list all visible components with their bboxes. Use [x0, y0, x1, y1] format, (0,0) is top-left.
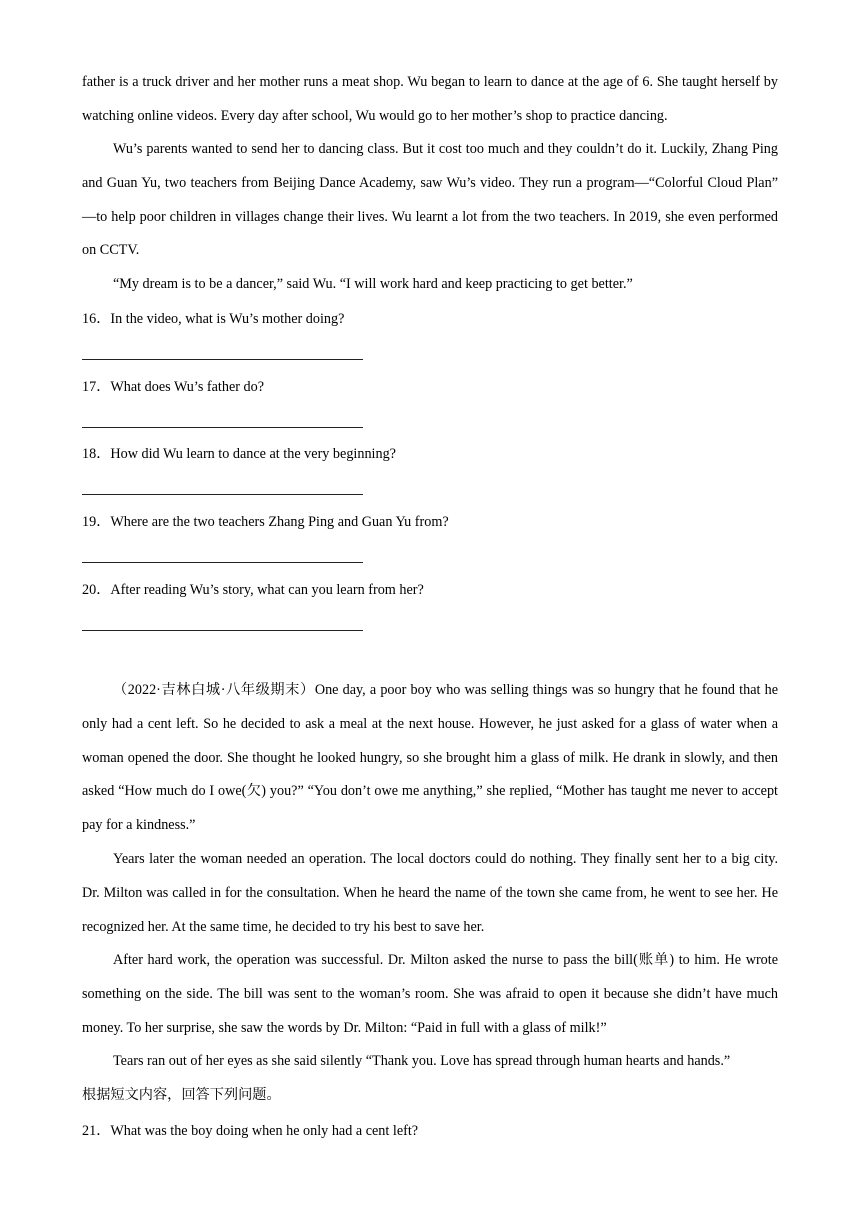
passage2-paragraph-4: Tears ran out of her eyes as she said silently “Thank you. Love has spread through human hearts and hands.” — [113, 1053, 731, 1069]
question-18 — [82, 444, 778, 464]
question-text: What was the boy doing when he only had a cent left? — [110, 1123, 419, 1139]
answer-line-20[interactable] — [82, 630, 363, 631]
question-17 — [82, 377, 778, 397]
question-text: After reading Wu’s story, what can you learn from her? — [110, 582, 424, 598]
answer-line-16[interactable] — [82, 359, 363, 360]
passage2-paragraph-3: After hard work, the operation was successful. Dr. Milton asked the nurse to pass the bill(账单) to him. He wrote something on the side. The bill was sent to the woman’s room. She was afraid to open it because she didn’t have much money. To her surprise, she saw the words by Dr. Milton: “Paid in full with a glass of milk!” — [82, 952, 778, 1036]
answer-line-17[interactable] — [82, 427, 363, 428]
question-number: 18． — [82, 446, 111, 462]
question-text: Where are the two teachers Zhang Ping and Guan Yu from? — [110, 514, 449, 530]
answer-line-19[interactable] — [82, 562, 363, 563]
question-20 — [82, 580, 778, 600]
passage1-paragraph-2: Wu’s parents wanted to send her to dancing class. But it cost too much and they couldn’t do it. Luckily, Zhang Ping and Guan Yu, two teachers from Beijing Dance Academy, saw Wu’s video. They run a program—“Colorful Cloud Plan” —to help poor children in villages change their lives. Wu learnt a lot from the two teachers. In 2019, she even performed on CCTV. — [82, 141, 778, 259]
question-21 — [82, 1121, 778, 1141]
question-number: 21． — [82, 1123, 111, 1139]
answer-line-18[interactable] — [82, 494, 363, 495]
question-19 — [82, 512, 778, 532]
passage1-paragraph-1: father is a truck driver and her mother runs a meat shop. Wu began to learn to dance at the age of 6. She taught herself by watching online videos. Every day after school, Wu would go to her mother’s shop to practice dancing. — [82, 74, 778, 124]
question-number: 20． — [82, 582, 111, 598]
passage2-paragraph-2: Years later the woman needed an operation. The local doctors could do nothing. They finally sent her to a big city. Dr. Milton was called in for the consultation. When he heard the name of the town she came from, he went to see her. He recognized her. At the same time, he decided to try his best to save her. — [82, 851, 778, 935]
question-text: What does Wu’s father do? — [110, 379, 264, 395]
question-text: In the video, what is Wu’s mother doing? — [110, 311, 345, 327]
question-number: 19． — [82, 514, 111, 530]
question-16 — [82, 309, 778, 329]
question-number: 16． — [82, 311, 111, 327]
instruction-text: 根据短文内容，回答下列问题。 — [82, 1087, 281, 1103]
question-number: 17． — [82, 379, 111, 395]
passage1-paragraph-3: “My dream is to be a dancer,” said Wu. “I will work hard and keep practicing to get better.” — [113, 276, 633, 292]
question-text: How did Wu learn to dance at the very beginning? — [110, 446, 396, 462]
passage2-paragraph-1-text: One day, a poor boy who was selling things was so hungry that he found that he only had a cent left. So he decided to ask a meal at the next house. However, he just asked for a glass of water when a woman opened the door. She thought he looked hungry, so she brought him a glass of milk. He drank in slowly, and then asked “How much do I owe(欠) you?” “You don’t owe me anything,” she replied, “Mother has taught me never to accept pay for a kindness.” — [82, 682, 778, 834]
source-tag: （2022·吉林白城·八年级期末） — [113, 682, 315, 698]
passage2-paragraph-1 — [82, 674, 778, 843]
